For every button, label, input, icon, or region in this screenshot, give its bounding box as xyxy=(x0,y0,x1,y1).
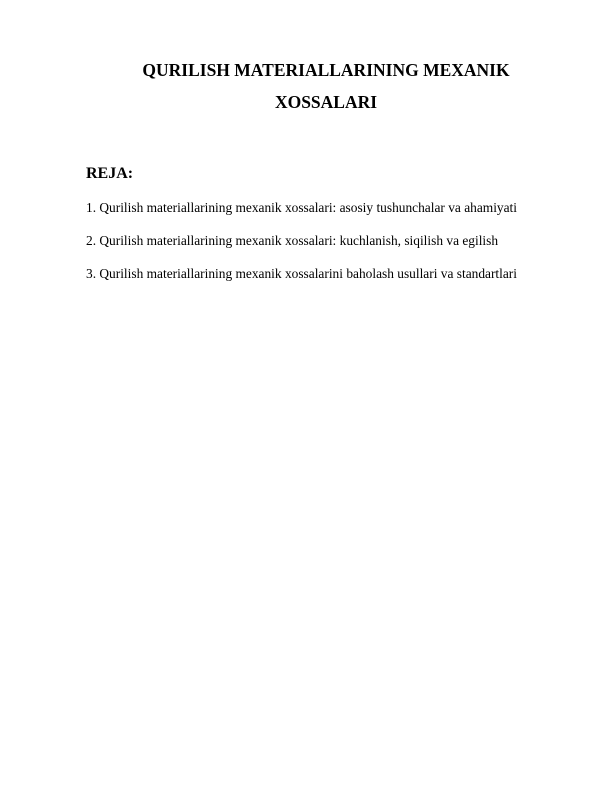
document-title-line-1: QURILISH MATERIALLARINING MEXANIK xyxy=(142,60,510,80)
document-title-line-2: XOSSALARI xyxy=(274,92,378,112)
plan-item-2: 2. Qurilish materiallarining mexanik xossalari: kuchlanish, siqilish va egilish xyxy=(86,233,499,248)
plan-item-1: 1. Qurilish materiallarining mexanik xossalari: asosiy tushunchalar va ahamiyati xyxy=(86,200,517,215)
plan-item-3: 3. Qurilish materiallarining mexanik xossalarini baholash usullari va standartlari xyxy=(86,266,517,281)
plan-heading: REJA: xyxy=(86,165,134,182)
